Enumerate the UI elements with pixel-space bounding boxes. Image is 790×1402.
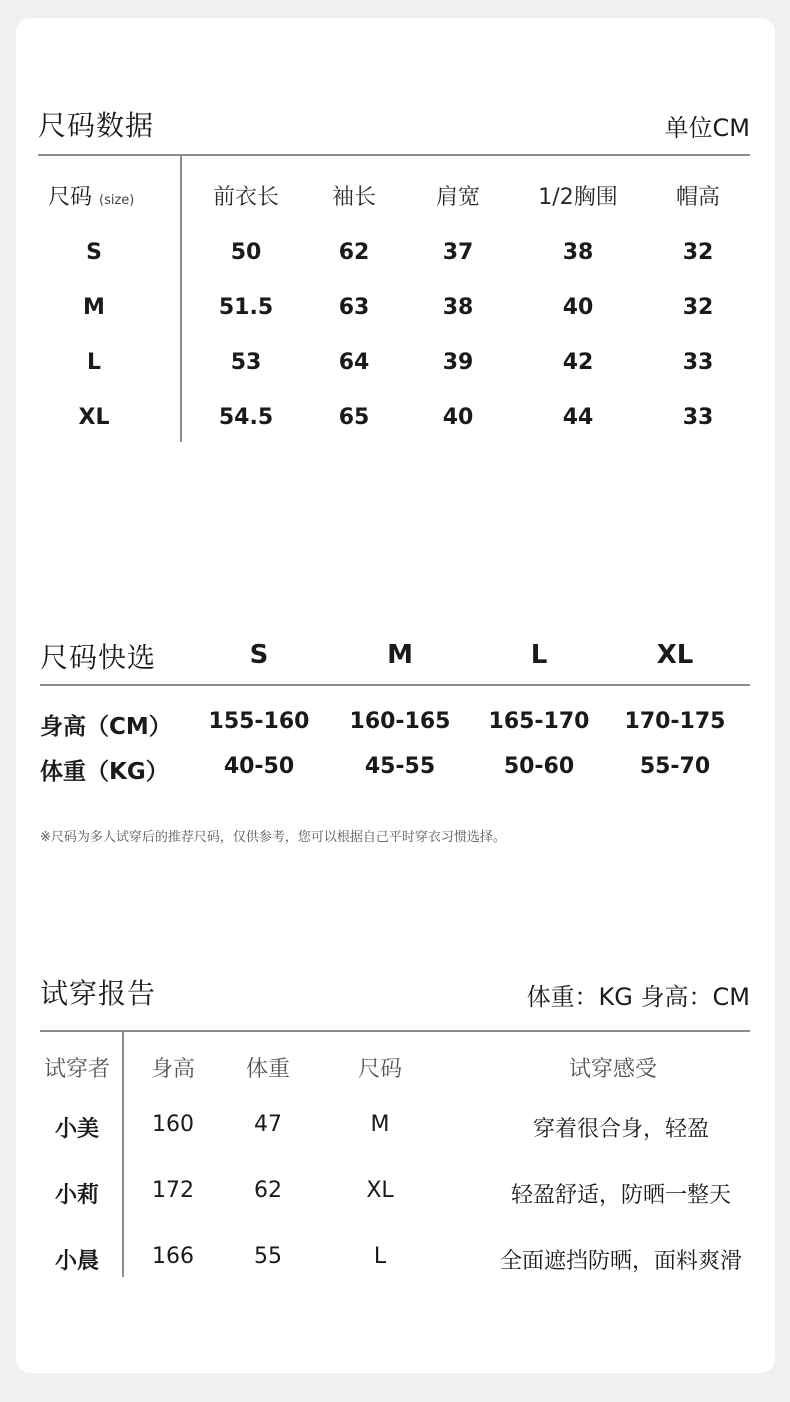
trial-height-cell: 166: [152, 1244, 194, 1269]
quick-select-note: ※尺码为多人试穿后的推荐尺码，仅供参考，您可以根据自己平时穿衣习惯选择。: [40, 830, 506, 845]
size-data-cell: 38: [562, 240, 594, 265]
trial-column-header: 体重: [245, 1057, 291, 1082]
quick-range-cell: 45-55: [364, 754, 436, 779]
size-data-cell: 40: [442, 405, 474, 430]
size-data-divider: [38, 154, 750, 156]
trial-height-cell: 160: [152, 1112, 194, 1137]
trial-report-divider: [40, 1030, 750, 1032]
quick-range-cell: 165-170: [488, 709, 590, 734]
size-data-column-header: 前衣长: [212, 185, 280, 210]
size-data-cell: 63: [338, 295, 370, 320]
quick-size-header: M: [387, 640, 413, 670]
size-data-cell: 62: [338, 240, 370, 265]
quick-range-cell: 160-165: [349, 709, 451, 734]
trial-feel-cell: 轻盈舒适，防晒一整天: [510, 1183, 732, 1208]
quick-size-header: S: [249, 640, 269, 670]
trial-height-cell: 172: [152, 1178, 194, 1203]
size-data-cell: 51.5: [218, 295, 274, 320]
size-column-header: [48, 180, 134, 211]
size-data-cell: 38: [442, 295, 474, 320]
size-data-cell: 44: [562, 405, 594, 430]
trial-column-header: 试穿感受: [568, 1057, 658, 1082]
size-label: L: [86, 350, 102, 375]
size-data-cell: 65: [338, 405, 370, 430]
size-data-cell: 32: [682, 240, 714, 265]
size-data-column-divider: [180, 156, 182, 442]
size-data-title: 尺码数据: [38, 109, 155, 142]
trial-size-cell: XL: [366, 1178, 394, 1203]
trial-column-header: 身高: [150, 1057, 196, 1082]
size-column-sublabel: (size): [99, 193, 135, 208]
quick-size-header: L: [530, 640, 548, 670]
size-data-cell: 33: [682, 405, 714, 430]
size-data-cell: 33: [682, 350, 714, 375]
size-data-column-header: 袖长: [331, 185, 377, 210]
quick-range-cell: 40-50: [223, 754, 295, 779]
trial-weight-cell: 55: [254, 1244, 282, 1269]
size-data-cell: 54.5: [218, 405, 274, 430]
quick-range-cell: 155-160: [208, 709, 310, 734]
trial-name-cell: 小晨: [54, 1249, 100, 1274]
trial-report-title: 试穿报告: [40, 977, 157, 1010]
quick-range-cell: 170-175: [624, 709, 726, 734]
size-data-column-header: 帽高: [675, 185, 721, 210]
quick-range-cell: 50-60: [503, 754, 575, 779]
size-data-cell: 37: [442, 240, 474, 265]
trial-column-header: 试穿者: [43, 1057, 111, 1082]
quick-select-divider: [40, 684, 750, 686]
size-label: M: [83, 295, 105, 320]
size-data-cell: 32: [682, 295, 714, 320]
size-guide-card: [16, 18, 775, 1373]
size-data-cell: 42: [562, 350, 594, 375]
trial-size-cell: L: [373, 1244, 387, 1269]
size-label: XL: [78, 405, 110, 430]
size-data-cell: 50: [230, 240, 262, 265]
quick-select-title: 尺码快选: [40, 641, 157, 674]
size-data-column-header: 肩宽: [435, 185, 481, 210]
trial-feel-cell: 全面遮挡防晒，面料爽滑: [499, 1249, 743, 1274]
trial-column-header: 尺码: [357, 1057, 403, 1082]
size-column-label: 尺码: [48, 185, 93, 210]
size-data-cell: 40: [562, 295, 594, 320]
size-data-cell: 39: [442, 350, 474, 375]
size-data-unit: 单位CM: [664, 114, 750, 142]
size-data-cell: 64: [338, 350, 370, 375]
trial-report-column-divider: [122, 1032, 124, 1277]
trial-weight-cell: 62: [254, 1178, 282, 1203]
size-data-column-header: 1/2胸围: [538, 185, 618, 210]
trial-report-unit: 体重：KG 身高：CM: [526, 983, 750, 1011]
quick-range-cell: 55-70: [639, 754, 711, 779]
trial-name-cell: 小美: [54, 1117, 100, 1142]
size-label: S: [86, 240, 102, 265]
quick-size-header: XL: [656, 640, 694, 670]
quick-row-label: 身高（CM）: [40, 714, 172, 740]
trial-name-cell: 小莉: [54, 1183, 100, 1208]
quick-row-label: 体重（KG）: [40, 759, 169, 785]
size-data-cell: 53: [230, 350, 262, 375]
trial-size-cell: M: [370, 1112, 390, 1137]
trial-weight-cell: 47: [254, 1112, 282, 1137]
trial-feel-cell: 穿着很合身，轻盈: [532, 1117, 710, 1142]
